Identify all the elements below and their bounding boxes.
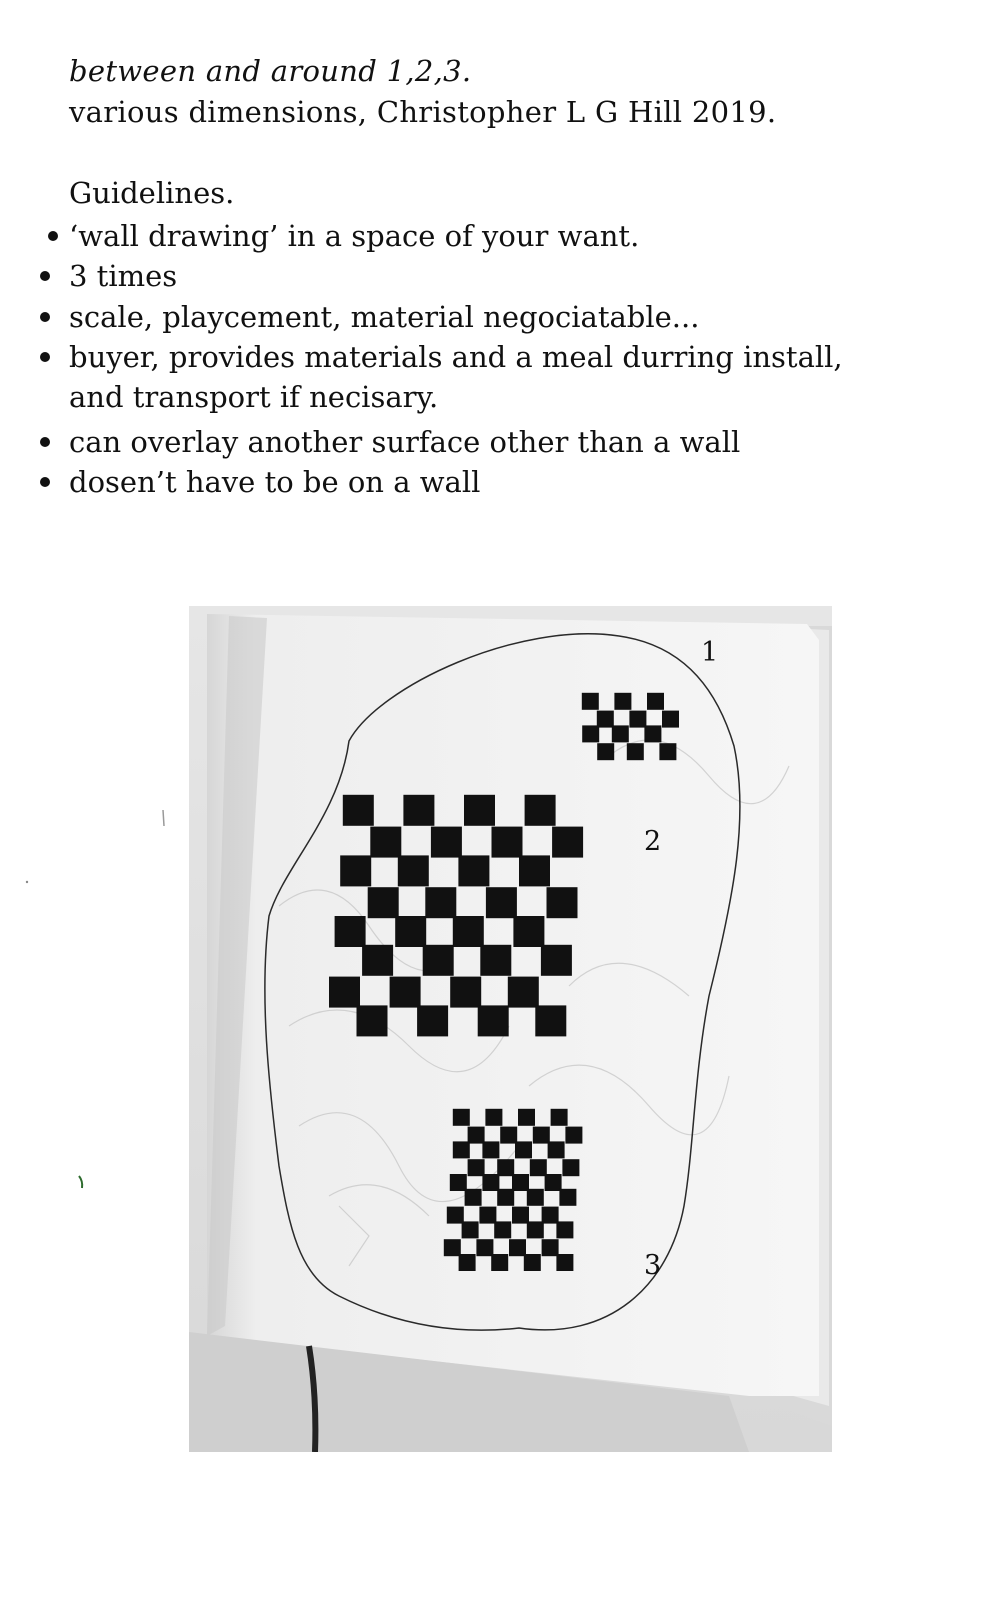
checker-cell [508, 977, 539, 1008]
checker-cell [547, 887, 578, 918]
scan-specks [0, 0, 200, 1600]
checker-cell [398, 855, 429, 886]
checker-cell [468, 1159, 485, 1176]
checker-cell [431, 827, 462, 858]
checker-cell [662, 711, 679, 728]
checker-cell [444, 1239, 461, 1256]
checker-cell [464, 795, 495, 826]
checker-cell [518, 1109, 535, 1126]
checker-cell [582, 693, 599, 710]
checker-cell [513, 916, 544, 947]
checker-cell [497, 1189, 514, 1206]
checker-cell [556, 1254, 573, 1271]
label-2: 2 [644, 826, 662, 857]
checker-cell [530, 1159, 547, 1176]
checker-cell [533, 1127, 550, 1144]
checker-cell [556, 1221, 573, 1238]
checker-cell [562, 1159, 579, 1176]
checker-cell [478, 1005, 509, 1036]
checker-cell [597, 711, 614, 728]
checker-cell [527, 1189, 544, 1206]
checker-cell [329, 977, 360, 1008]
checker-cell [343, 795, 374, 826]
checker-cell [368, 887, 399, 918]
checker-cell [450, 977, 481, 1008]
checker-cell [476, 1239, 493, 1256]
checker-cell [362, 945, 393, 976]
checker-cell [542, 1239, 559, 1256]
checker-cell [559, 1189, 576, 1206]
checker-cell [423, 945, 454, 976]
checker-cell [500, 1127, 517, 1144]
checker-cell [390, 977, 421, 1008]
checker-cell [542, 1207, 559, 1224]
checker-cell [447, 1207, 464, 1224]
list-item-text: buyer, provides materials and a meal durring install, [69, 340, 843, 374]
checker-cell [453, 1141, 470, 1158]
checker-cell [494, 1221, 511, 1238]
checker-cell [395, 916, 426, 947]
checker-cell [629, 711, 646, 728]
checker-cell [340, 855, 371, 886]
checker-cell [425, 887, 456, 918]
checker-cell [545, 1174, 562, 1191]
list-item-text: can overlay another surface other than a wall [69, 425, 741, 459]
checker-cell [627, 743, 644, 760]
checker-cell [453, 1109, 470, 1126]
checker-cell [541, 945, 572, 976]
list-item-continuation: and transport if necisary. [69, 380, 439, 414]
checker-cell [597, 743, 614, 760]
checker-cell [485, 1109, 502, 1126]
checker-cell [519, 855, 550, 886]
label-3: 3 [644, 1250, 662, 1281]
list-item-text: 3 times [69, 259, 178, 293]
checker-cell [462, 1221, 479, 1238]
checker-cell [468, 1127, 485, 1144]
checker-cell [491, 1254, 508, 1271]
checker-cell [480, 945, 511, 976]
checker-cell [515, 1141, 532, 1158]
label-1: 1 [701, 637, 719, 668]
checker-cell [492, 827, 523, 858]
checker-cell [512, 1207, 529, 1224]
checker-cell [497, 1159, 514, 1176]
checker-cell [535, 1005, 566, 1036]
checker-cell [335, 916, 366, 947]
checker-cell [565, 1127, 582, 1144]
checker-cell [450, 1174, 467, 1191]
artwork-title: between and around 1,2,3. [69, 54, 472, 88]
checker-cell [458, 855, 489, 886]
checker-cell [482, 1174, 499, 1191]
checker-cell [614, 693, 631, 710]
sketchbook-photo [189, 606, 832, 1452]
checker-cell [465, 1189, 482, 1206]
checker-cell [612, 725, 629, 742]
guidelines-heading: Guidelines. [69, 176, 235, 210]
checker-cell [417, 1005, 448, 1036]
checker-cell [525, 795, 556, 826]
checker-cell [357, 1005, 388, 1036]
checker-cell [459, 1254, 476, 1271]
checker-cell [482, 1141, 499, 1158]
checker-cell [548, 1141, 565, 1158]
checker-cell [453, 916, 484, 947]
checker-cell [527, 1221, 544, 1238]
checker-cell [486, 887, 517, 918]
list-item-text: dosen’t have to be on a wall [69, 465, 481, 499]
list-item-text: scale, playcement, material negociatable... [69, 300, 700, 334]
checker-cell [403, 795, 434, 826]
list-item-text: ‘wall drawing’ in a space of your want. [69, 219, 640, 253]
artwork-credit: various dimensions, Christopher L G Hill 2019. [69, 95, 777, 129]
checker-cell [512, 1174, 529, 1191]
checker-cell [552, 827, 583, 858]
checker-cell [479, 1207, 496, 1224]
checker-cell [644, 725, 661, 742]
checker-cell [551, 1109, 568, 1126]
checker-cell [509, 1239, 526, 1256]
sketchbook-svg [189, 606, 832, 1452]
checker-cell [647, 693, 664, 710]
checker-cell [524, 1254, 541, 1271]
checker-cell [370, 827, 401, 858]
checker-cell [582, 725, 599, 742]
checker-cell [659, 743, 676, 760]
